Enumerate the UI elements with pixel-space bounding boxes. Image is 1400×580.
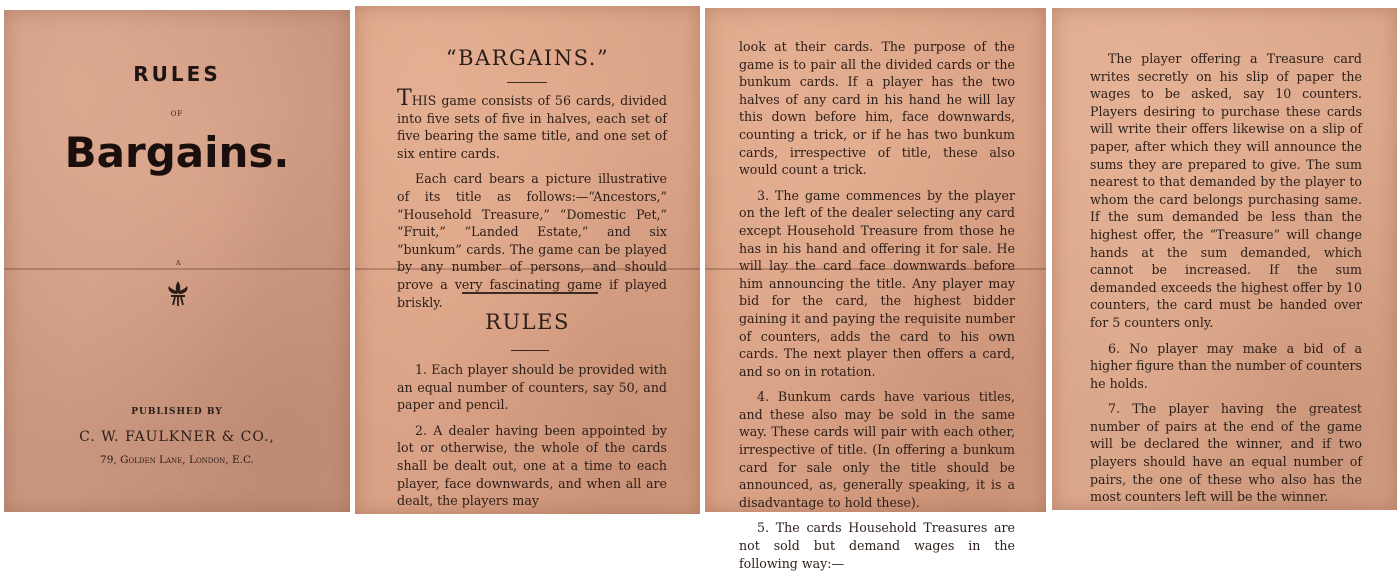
publisher-name: C. W. FAULKNER & CO., — [79, 429, 275, 445]
cover-title: Bargains. — [64, 128, 290, 177]
rules-final-panel — [1052, 8, 1397, 510]
rule-2: 2. A dealer having been appointed by lot or otherwise, the whole of the cards shall be dealt out, one at a time to each player, face downwards, and when all are dealt, the players may — [397, 422, 667, 509]
cover-rules-heading: RULES — [133, 62, 221, 86]
rule-3: 3. The game commences by the player on the left of the dealer selecting any card except Household Treasure from those he has in his hand and offering it for sale. He will lay the card face downwards before him announcing the title. Any player may bid for the card, the highest bidder gaining it and paying the requisite number of counters, adds the card to his own cards. The next player then offers a card, and so on in rotation. — [739, 187, 1015, 379]
rules-text — [397, 361, 667, 518]
rules-text-3 — [1090, 50, 1362, 514]
bargains-title: “BARGAINS.” — [445, 46, 610, 70]
published-by-label: PUBLISHED BY — [131, 407, 223, 417]
intro-text — [397, 86, 667, 319]
publisher-address: 79, Golden Lane, London, E.C. — [100, 454, 254, 466]
rule-7: 7. The player having the greatest number of pairs at the end of the game will be declared the winner, and if two players should have an equal number of pairs, the one of these who also has the most counters left will be the winner. — [1090, 401, 1362, 505]
rule-5-continued: The player offering a Treasure card writes secretly on his slip of paper the wages to be asked, say 10 counters. Players desiring to purchase these cards will write their offers likewise on a slip of paper, after which they will announce the sums they are prepared to give. The sum nearest to that demanded by the player to whom the card belongs purchasing same. If the sum demanded be less than the highest offer, the “Treasure” will change hands at the sum demanded, which cannot be increased. If the sum demanded exceeds the highest offer by 10 counters, the card must be handed over for 5 counters only. — [1090, 51, 1362, 330]
intro-rules-panel — [355, 6, 700, 514]
section-divider — [462, 292, 598, 294]
title-underline — [507, 82, 547, 83]
rules-heading: RULES — [485, 310, 570, 334]
intro-paragraph: HIS game consists of 56 cards, divided into five sets of five in halves, each set of five bearing the same title, and one set of six entire cards. — [397, 93, 667, 161]
rule-5: 5. The cards Household Treasures are not sold but demand wages in the following way:— — [739, 520, 1015, 571]
rule-4: 4. Bunkum cards have various titles, and these also may be sold in the same way. These cards will pair with each other, irrespective of title. (In offering a bunkum card for sale only the title should be announced, as, generally speaking, it is a disadvantage to hold these). — [739, 389, 1015, 510]
rules-underline — [511, 350, 549, 351]
card-titles-paragraph: Each card bears a picture illustrative of its title as follows:—“Ancestors,” “Household Treasure,” “Domestic Pet,” “Fruit,” “Landed Estate,” and six “bunkum” cards. The game can be played by any number of persons, and should prove a very fascinating game if played briskly. — [397, 171, 667, 310]
cover-of-word: OF — [170, 110, 184, 118]
fleur-de-lis-emblem-icon — [163, 278, 193, 308]
rule-6: 6. No player may make a bid of a higher figure than the number of counters he holds. — [1090, 340, 1362, 391]
rules-continued-panel — [705, 8, 1046, 571]
cover-panel — [4, 10, 350, 512]
rule-1: 1. Each player should be provided with an equal number of counters, say 50, and paper and pencil. — [397, 362, 667, 413]
cover-small-letter: A — [176, 260, 181, 267]
drop-cap: T — [397, 86, 412, 111]
rule-2-continued: look at their cards. The purpose of the game is to pair all the divided cards or the bunkum cards. If a player has the two halves of any card in his hand he will lay this down before him, face downwards, counting a trick, or if he has two bunkum cards, irrespective of title, these also would count a trick. — [739, 39, 1015, 178]
rules-text-2 — [739, 38, 1015, 580]
fold-crease — [4, 268, 350, 270]
